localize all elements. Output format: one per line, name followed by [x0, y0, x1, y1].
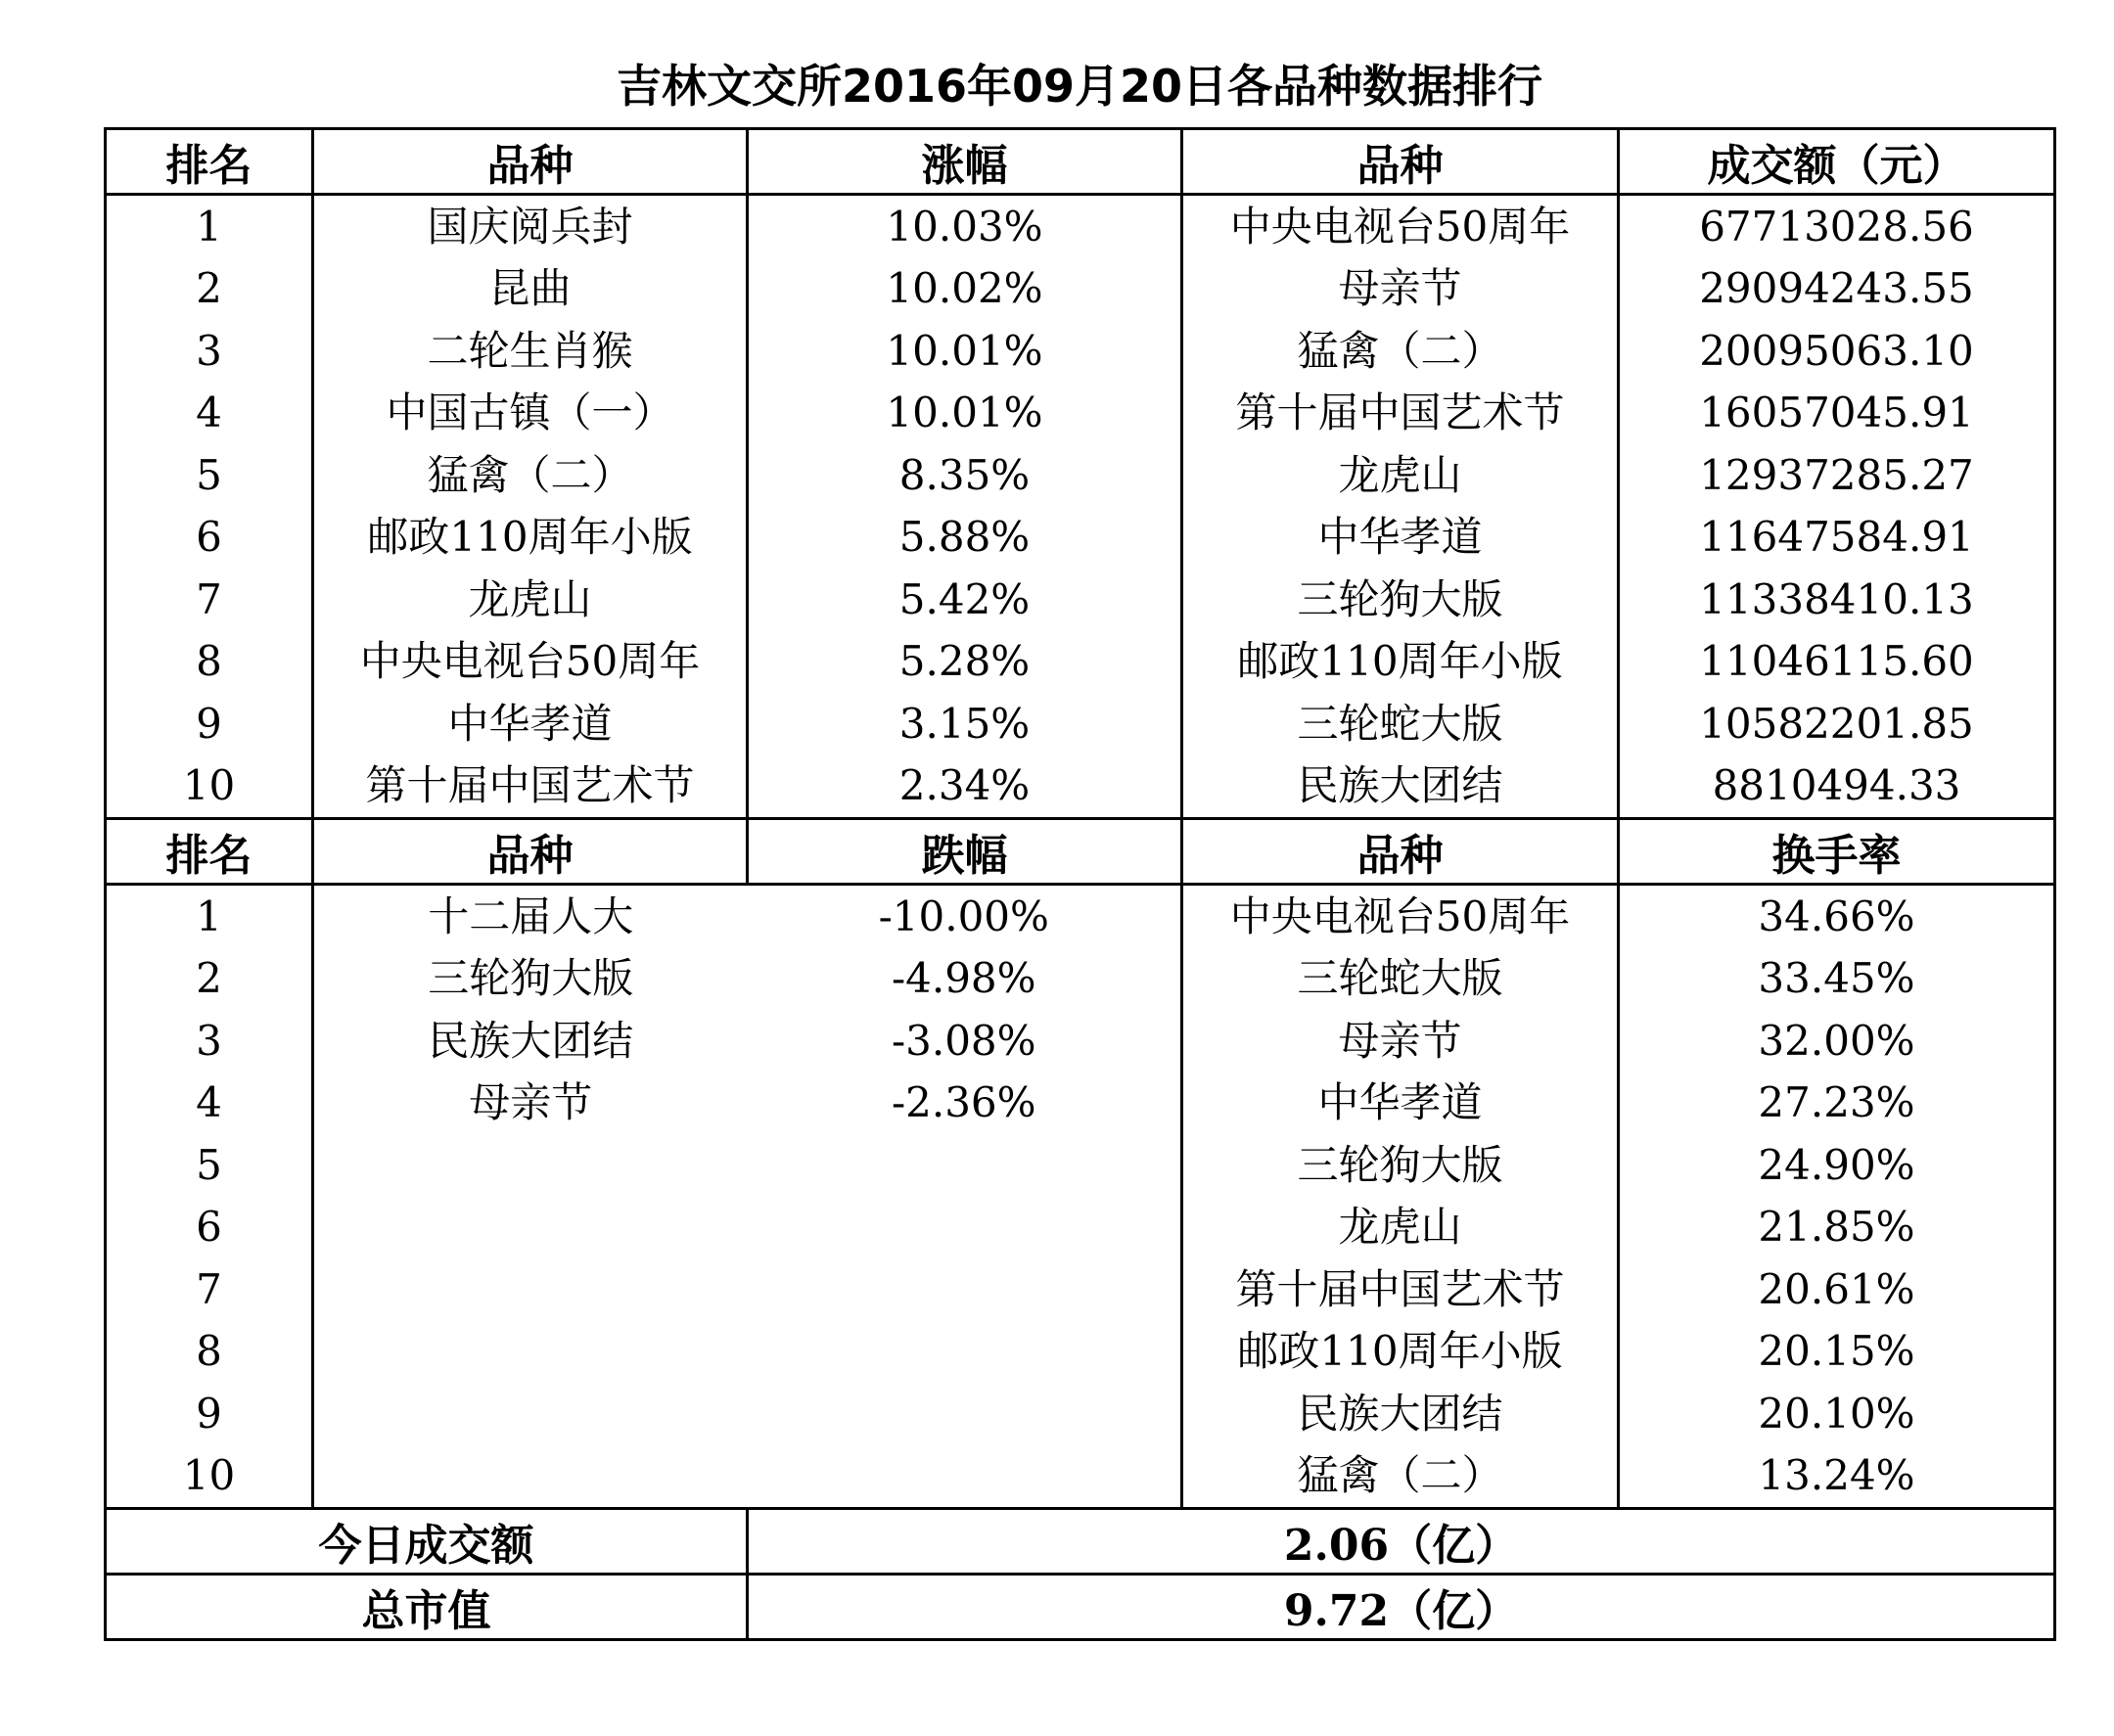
amount-cell: 11647584.91 [1619, 507, 2055, 570]
drop-cell [748, 1383, 1182, 1445]
turnover-name-cell: 龙虎山 [1182, 1197, 1619, 1259]
rank-cell: 9 [106, 1383, 313, 1445]
table-row [106, 1383, 2055, 1445]
gain-cell: 8.35% [748, 444, 1182, 507]
header-turnover-name: 品种 [1182, 819, 1619, 885]
gain-name-cell: 龙虎山 [313, 569, 748, 631]
amount-name-cell: 邮政110周年小版 [1182, 631, 1619, 694]
turnover-name-cell: 邮政110周年小版 [1182, 1321, 1619, 1384]
gain-cell: 10.01% [748, 383, 1182, 445]
amount-name-cell: 母亲节 [1182, 258, 1619, 321]
turnover-name-cell: 中华孝道 [1182, 1073, 1619, 1135]
gain-name-cell: 第十届中国艺术节 [313, 755, 748, 819]
amount-name-cell: 民族大团结 [1182, 755, 1619, 819]
drop-cell [748, 1197, 1182, 1259]
ranking-table [104, 127, 2056, 1641]
rank-cell: 5 [106, 444, 313, 507]
header-rank: 排名 [106, 129, 313, 195]
bottom-header-row [106, 819, 2055, 885]
header-amount: 成交额（元） [1619, 129, 2055, 195]
amount-cell: 11338410.13 [1619, 569, 2055, 631]
amount-cell: 16057045.91 [1619, 383, 2055, 445]
amount-cell: 12937285.27 [1619, 444, 2055, 507]
turnover-name-cell: 中央电视台50周年 [1182, 885, 1619, 948]
drop-name-cell: 母亲节 [469, 1078, 593, 1127]
page-title: 吉林文交所2016年09月20日各品种数据排行 [616, 60, 1543, 113]
drop-cell: -4.98% [748, 948, 1182, 1011]
amount-cell: 8810494.33 [1619, 755, 2055, 819]
summary-row-volume [106, 1509, 2055, 1575]
header-turnover: 换手率 [1619, 819, 2055, 885]
rank-cell: 2 [106, 948, 313, 1011]
gain-cell: 5.42% [748, 569, 1182, 631]
drop-cell [748, 1321, 1182, 1384]
market-cap-label: 总市值 [106, 1575, 748, 1640]
gain-name-cell: 猛禽（二） [313, 444, 748, 507]
rank-cell: 1 [106, 885, 313, 948]
rank-cell: 8 [106, 1321, 313, 1384]
gain-name-cell: 昆曲 [313, 258, 748, 321]
rank-cell: 3 [106, 1010, 313, 1073]
header-drop-name: 品种 [313, 819, 748, 885]
turnover-cell: 13.24% [1619, 1445, 2055, 1509]
gain-cell: 5.88% [748, 507, 1182, 570]
drop-name-cell [313, 1321, 748, 1384]
table-row [106, 1258, 2055, 1321]
summary-row-market-cap [106, 1575, 2055, 1640]
table-row [106, 195, 2055, 258]
amount-cell: 20095063.10 [1619, 320, 2055, 383]
turnover-name-cell: 母亲节 [1182, 1010, 1619, 1073]
today-volume-value: 2.06（亿） [748, 1509, 2055, 1575]
table-row [106, 507, 2055, 570]
drop-cell: -10.00% [748, 885, 1182, 948]
drop-name-cell [313, 1258, 748, 1321]
rank-cell: 4 [106, 1073, 313, 1135]
table-row [106, 258, 2055, 321]
drop-cell: -3.08% [748, 1010, 1182, 1073]
gain-name-cell: 中国古镇（一） [313, 383, 748, 445]
gain-cell: 2.34% [748, 755, 1182, 819]
drop-cell: -2.36% [748, 1073, 1182, 1135]
turnover-cell: 32.00% [1619, 1010, 2055, 1073]
market-cap-value: 9.72（亿） [748, 1575, 2055, 1640]
rank-cell: 10 [106, 1445, 313, 1509]
rank-cell: 2 [106, 258, 313, 321]
gain-cell: 5.28% [748, 631, 1182, 694]
drop-name-cell [313, 1134, 748, 1197]
header-gain-name: 品种 [313, 129, 748, 195]
drop-name-cell [313, 1197, 748, 1259]
header-drop: 跌幅 [748, 819, 1182, 885]
drop-cell [748, 1134, 1182, 1197]
table-row [106, 1010, 2055, 1073]
turnover-cell: 34.66% [1619, 885, 2055, 948]
gain-name-cell: 二轮生肖猴 [313, 320, 748, 383]
rank-cell: 5 [106, 1134, 313, 1197]
header-rank: 排名 [106, 819, 313, 885]
turnover-name-cell: 猛禽（二） [1182, 1445, 1619, 1509]
table-row [106, 383, 2055, 445]
amount-cell: 29094243.55 [1619, 258, 2055, 321]
turnover-name-cell: 第十届中国艺术节 [1182, 1258, 1619, 1321]
turnover-name-cell: 三轮蛇大版 [1182, 948, 1619, 1011]
today-volume-label: 今日成交额 [106, 1509, 748, 1575]
rank-cell: 6 [106, 507, 313, 570]
gain-name-cell: 中华孝道 [313, 693, 748, 755]
turnover-cell: 21.85% [1619, 1197, 2055, 1259]
table-row [106, 631, 2055, 694]
gain-name-cell: 邮政110周年小版 [313, 507, 748, 570]
rank-cell: 3 [106, 320, 313, 383]
table-row [106, 693, 2055, 755]
drop-cell [748, 1445, 1182, 1509]
turnover-cell: 20.10% [1619, 1383, 2055, 1445]
drop-cell [748, 1258, 1182, 1321]
drop-name-cell: 三轮狗大版 [428, 954, 634, 1003]
rank-cell: 8 [106, 631, 313, 694]
turnover-cell: 20.15% [1619, 1321, 2055, 1384]
gain-name-cell: 国庆阅兵封 [313, 195, 748, 258]
turnover-name-cell: 民族大团结 [1182, 1383, 1619, 1445]
table-row [106, 1445, 2055, 1509]
rank-cell: 7 [106, 569, 313, 631]
amount-cell: 10582201.85 [1619, 693, 2055, 755]
amount-name-cell: 中央电视台50周年 [1182, 195, 1619, 258]
table-row [106, 569, 2055, 631]
turnover-name-cell: 三轮狗大版 [1182, 1134, 1619, 1197]
gain-name-cell: 中央电视台50周年 [313, 631, 748, 694]
gain-cell: 10.03% [748, 195, 1182, 258]
turnover-cell: 20.61% [1619, 1258, 2055, 1321]
top-header-row [106, 129, 2055, 195]
header-gain: 涨幅 [748, 129, 1182, 195]
rank-cell: 9 [106, 693, 313, 755]
gain-cell: 10.01% [748, 320, 1182, 383]
drop-name-cell [313, 1383, 748, 1445]
table-row [106, 1073, 2055, 1135]
amount-name-cell: 第十届中国艺术节 [1182, 383, 1619, 445]
turnover-cell: 27.23% [1619, 1073, 2055, 1135]
table-row [106, 444, 2055, 507]
table-row [106, 1134, 2055, 1197]
rank-cell: 7 [106, 1258, 313, 1321]
header-amount-name: 品种 [1182, 129, 1619, 195]
drop-name-cell [313, 1445, 748, 1509]
amount-name-cell: 猛禽（二） [1182, 320, 1619, 383]
gain-cell: 3.15% [748, 693, 1182, 755]
table-row [106, 755, 2055, 819]
table-row [106, 1197, 2055, 1259]
rank-cell: 10 [106, 755, 313, 819]
turnover-cell: 33.45% [1619, 948, 2055, 1011]
gain-cell: 10.02% [748, 258, 1182, 321]
drop-name-cell: 民族大团结 [428, 1016, 634, 1065]
drop-name-cell: 十二届人大 [428, 891, 634, 940]
amount-name-cell: 三轮蛇大版 [1182, 693, 1619, 755]
turnover-cell: 24.90% [1619, 1134, 2055, 1197]
amount-cell: 11046115.60 [1619, 631, 2055, 694]
rank-cell: 6 [106, 1197, 313, 1259]
amount-name-cell: 龙虎山 [1182, 444, 1619, 507]
rank-cell: 1 [106, 195, 313, 258]
amount-cell: 67713028.56 [1619, 195, 2055, 258]
table-row [106, 320, 2055, 383]
table-row [106, 948, 2055, 1011]
rank-cell: 4 [106, 383, 313, 445]
amount-name-cell: 中华孝道 [1182, 507, 1619, 570]
table-row [106, 1321, 2055, 1384]
amount-name-cell: 三轮狗大版 [1182, 569, 1619, 631]
table-row [106, 885, 2055, 948]
